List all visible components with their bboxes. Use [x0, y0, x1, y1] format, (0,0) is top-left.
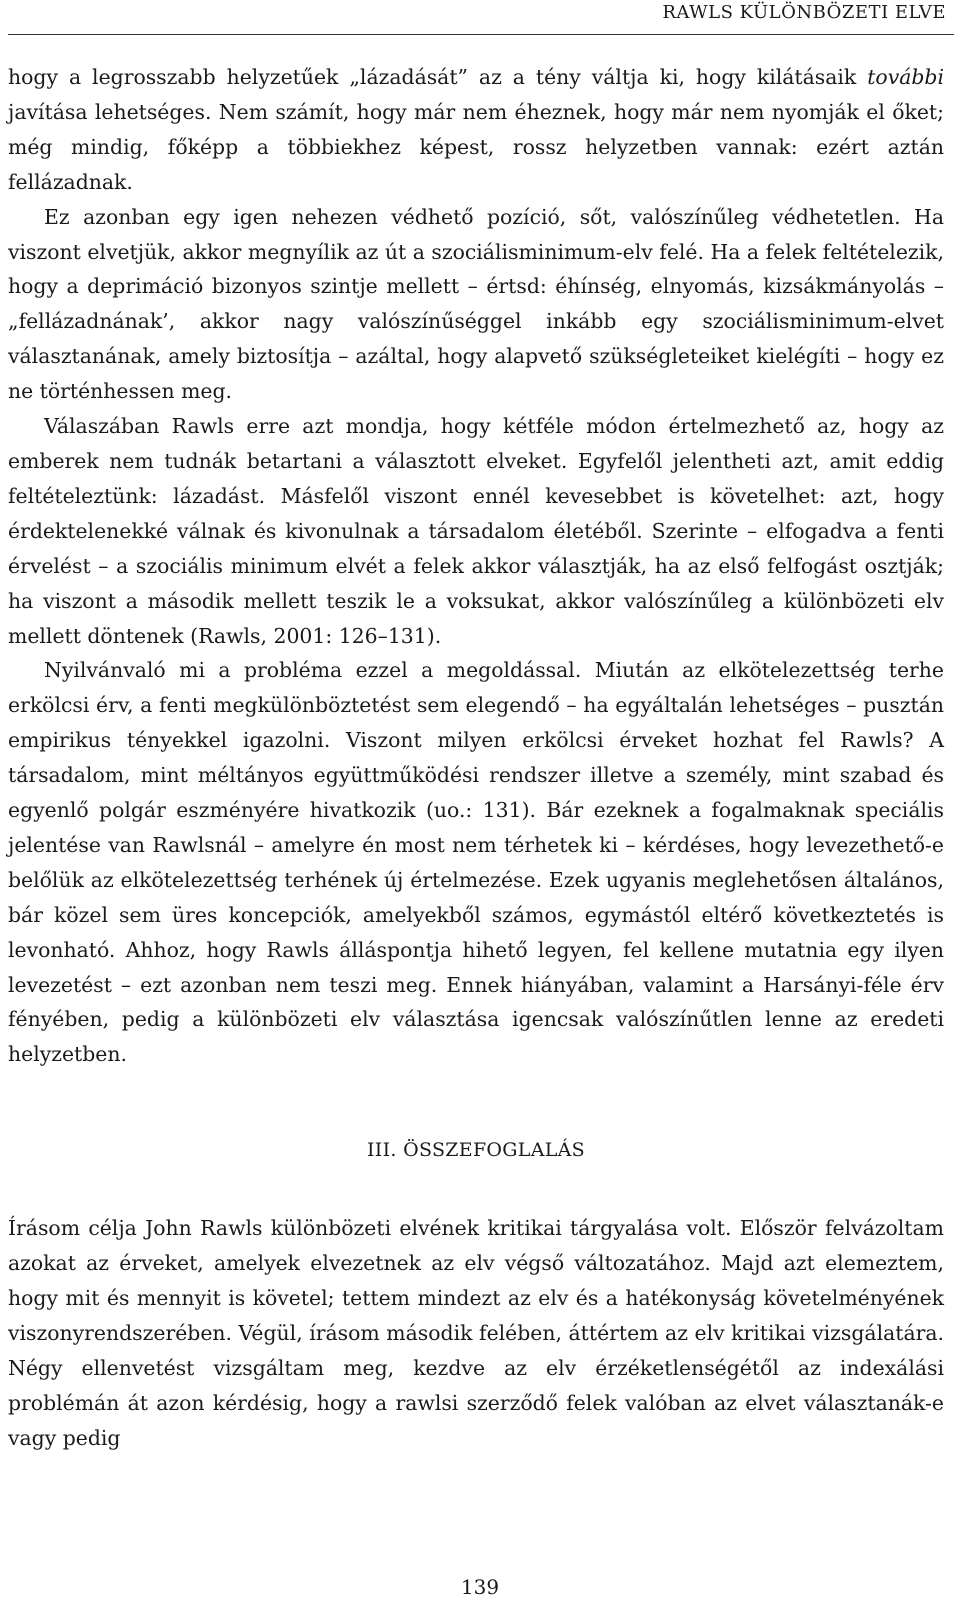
paragraph-1-italic: további	[867, 65, 944, 89]
running-header	[8, 0, 954, 35]
paragraph-2: Ez azonban egy igen nehezen védhető pozíció, sőt, valószínűleg védhetetlen. Ha viszont elvetjük, akkor megnyílik az út a szociálisminimum-elv felé. Ha a felek feltételezik, hogy a deprimáció bizonyos szintje mellett – értsd: éhínség, elnyomás, kizsákmányolás – „fellázadnának’, akkor nagy valószínűséggel inkább egy szociálisminimum-elvet választanának, amely biztosítja – azáltal, hogy alapvető szükségleteiket kielégíti – hogy ez ne történhessen meg.	[8, 204, 944, 404]
paragraph-1-text-a: hogy a legrosszabb helyzetűek „lázadását” az a tény váltja ki, hogy kilátásaik	[8, 65, 868, 89]
running-title: RAWLS KÜLÖNBÖZETI ELVE	[662, 2, 946, 23]
summary-paragraph: Írásom célja John Rawls különbözeti elvének kritikai tárgyalása volt. Először felvázoltam azokat az érveket, amelyek elvezetnek az elv végső változatához. Majd azt elemeztem, hogy mit és mennyit is követel; tettem mindezt az elv és a hatékonyság követelményének viszonyrendszerében. Végül, írásom második felében, áttértem az elv kritikai vizsgálatára. Négy ellenvetést vizsgáltam meg, kezdve az elv érzéketlenségétől az indexálási problémán át azon kérdésig, hogy a rawlsi szerződő felek valóban az elvet választanák-e vagy pedig	[8, 1216, 944, 1450]
page-body	[8, 60, 944, 1456]
page-number: 139	[460, 1575, 500, 1599]
section-heading: III. ÖSSZEFOGLALÁS	[367, 1139, 585, 1162]
paragraph-4: Nyilvánvaló mi a probléma ezzel a megoldással. Miután az elkötelezettség terhe erkölcsi érv, a fenti megkülönböztetést sem elegendő – ha egyáltalán lehetséges – pusztán empirikus tényekkel igazolni. Viszont milyen erkölcsi érveket hozhat fel Rawls? A társadalom, mint méltányos együttműködési rendszer illetve a személy, mint szabad és egyenlő polgár eszményére hivatkozik (uo.: 131). Bár ezeknek a fogalmaknak speciális jelentése van Rawlsnál – amelyre én most nem térhetek ki – kérdéses, hogy levezethető-e belőlük az elkötelezettség terhének új értelmezése. Ezek ugyanis meglehetősen általános, bár közel sem üres koncepciók, amelyekből számos, egymástól eltérő következtetés is levonható. Ahhoz, hogy Rawls álláspontja hihető legyen, fel kellene mutatnia egy ilyen levezetést – ezt azonban nem teszi meg. Ennek hiányában, valamint a Harsányi-féle érv fényében, pedig a különbözeti elv választása igencsak valószínűtlen lenne az eredeti helyzetben.	[8, 658, 944, 1067]
paragraph-1-text-b: javítása lehetséges. Nem számít, hogy már nem éheznek, hogy már nem nyomják el őket; még mindig, főképp a többiekhez képest, rossz helyzetben vannak: ezért aztán fellázadnak.	[8, 99, 944, 194]
paragraph-3: Válaszában Rawls erre azt mondja, hogy kétféle módon értelmezhető az, hogy az emberek nem tudnák betartani a választott elveket. Egyfelől jelentheti azt, amit eddig feltételeztünk: lázadást. Másfelől viszont ennél kevesebbet is követelhet: azt, hogy érdektelenekké válnak és kivonulnak a társadalom életéből. Szerinte – elfogadva a fenti érvelést – a szociális minimum elvét a felek akkor választják, ha az első felfogást osztják; ha viszont a második mellett teszik le a voksukat, akkor valószínűleg a különbözeti elv mellett döntenek (Rawls, 2001: 126–131).	[8, 414, 944, 648]
paragraph-1	[8, 60, 944, 200]
